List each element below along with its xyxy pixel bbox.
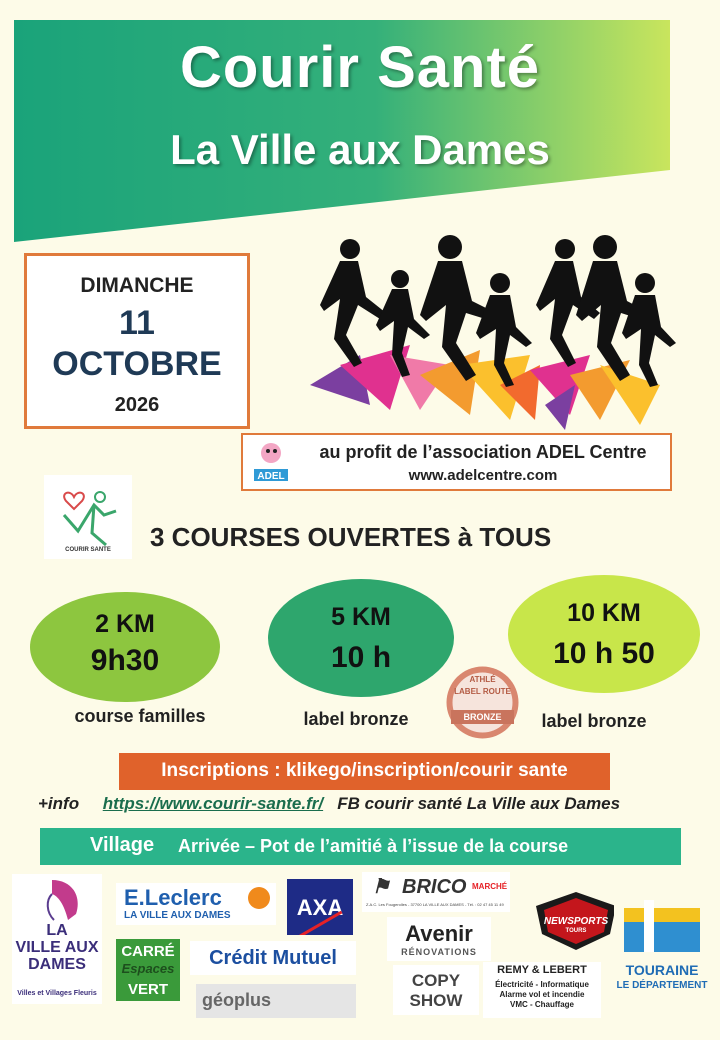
badge-top-text: ATHLÉ: [469, 675, 496, 684]
leclerc-sub: LA VILLE AUX DAMES: [124, 910, 231, 921]
info-prefix: +info: [38, 794, 80, 813]
date-weekday: DIMANCHE: [80, 274, 194, 297]
copy-line1: COPY: [411, 971, 461, 990]
remy-line2: Alarme vol et incendie: [499, 990, 585, 999]
beneficiary-box: [241, 433, 672, 491]
brico-sub: Z.A.C. Les Fougerolles - 37700 LA VILLE AUX DAMES - Tél. : 02 47 45 11 49: [366, 902, 504, 907]
brico-runner-icon: ⚑: [372, 876, 390, 898]
race-2km: [30, 592, 220, 702]
race-5km: [268, 579, 454, 697]
remy-line1: Électricité - Informatique: [495, 980, 589, 989]
sponsor-touraine: [614, 892, 710, 1002]
axa-name: AXA: [296, 895, 344, 920]
sponsor-remy-lebert: [483, 962, 601, 1018]
leclerc-name: E.Leclerc: [124, 885, 222, 910]
newsports-sub: TOURS: [565, 928, 587, 934]
sponsor-credit-mutuel: [190, 941, 356, 975]
date-month: OCTOBRE: [52, 345, 222, 383]
village-title: Village: [90, 834, 155, 856]
race-label: course familles: [74, 706, 206, 726]
carre-line3: VERT: [127, 981, 168, 998]
facebook-text: FB courir santé La Ville aux Dames: [337, 794, 621, 813]
copy-line2: SHOW: [409, 991, 463, 1010]
sponsor-copy-show: [393, 965, 479, 1015]
race-label: label bronze: [541, 711, 647, 731]
race-distance: 5 KM: [331, 603, 391, 631]
event-title: Courir Santé: [179, 35, 541, 100]
newsports-name: NEWSPORTS: [543, 916, 609, 927]
race-time: 9h30: [90, 644, 160, 677]
race-distance: 2 KM: [95, 610, 155, 638]
race-time: 10 h 50: [553, 637, 655, 670]
beneficiary-text: au profit de l’association ADEL Centre: [319, 442, 647, 462]
badge-middle-text: LABEL ROUTE: [454, 687, 511, 696]
village-banner: [40, 828, 681, 865]
sponsor-axa: [287, 879, 353, 935]
sponsor-brico-marche: [362, 872, 510, 912]
lvad-line4: Villes et Villages Fleuris: [17, 990, 97, 997]
sponsor-newsports: [530, 890, 622, 952]
touraine-line1: TOURAINE: [625, 962, 699, 978]
inscriptions-banner: [119, 753, 610, 790]
lvad-line3: DAMES: [28, 956, 86, 973]
svg-text:ADEL: ADEL: [257, 471, 285, 482]
inscriptions-text[interactable]: Inscriptions : klikego/inscription/courir sante: [161, 760, 568, 781]
beneficiary-url[interactable]: www.adelcentre.com: [408, 467, 558, 484]
runners-illustration: [300, 235, 680, 435]
sponsor-la-ville-aux-dames: [12, 874, 102, 1004]
info-line: [38, 794, 698, 814]
date-year: 2026: [114, 394, 160, 416]
geoplus-name: géoplus: [202, 990, 272, 1010]
brico-name: BRICO: [402, 876, 467, 898]
race-label: label bronze: [303, 709, 409, 729]
lvad-line1: LA: [46, 922, 68, 939]
label-bronze-badge: [445, 665, 520, 740]
village-text: Arrivée – Pot de l’amitié à l’issue de la course: [178, 836, 569, 856]
courir-sante-logo-text: COURIR SANTE: [65, 547, 111, 553]
sponsor-carre-vert: [116, 939, 180, 1001]
website-link[interactable]: https://www.courir-sante.fr/: [102, 794, 324, 813]
race-time: 10 h: [330, 641, 392, 674]
race-10km: [508, 575, 700, 693]
sponsor-geoplus: [196, 984, 356, 1018]
lvad-line2: VILLE AUX: [15, 939, 99, 956]
carre-line1: CARRÉ: [121, 943, 175, 960]
touraine-logo-icon: [614, 892, 710, 956]
date-day: 11: [119, 304, 155, 342]
leclerc-logo-icon: [248, 887, 270, 909]
credit-name: Crédit Mutuel: [209, 947, 337, 969]
avenir-sub: RÉNOVATIONS: [401, 947, 477, 957]
courir-sante-logo: [44, 475, 132, 559]
avenir-name: Avenir: [405, 921, 473, 946]
adel-logo-icon: [251, 439, 291, 487]
carre-line2: Espaces: [121, 961, 175, 976]
races-heading: 3 COURSES OUVERTES à TOUS: [150, 522, 552, 552]
remy-line3: VMC - Chauffage: [510, 1000, 574, 1009]
sponsor-avenir: [387, 917, 491, 961]
touraine-line2: LE DÉPARTEMENT: [616, 980, 708, 991]
brico-suffix: MARCHÉ: [472, 882, 508, 891]
sponsor-leclerc: [116, 883, 276, 925]
remy-name: REMY & LEBERT: [497, 964, 587, 976]
badge-bottom-text: BRONZE: [463, 712, 502, 722]
date-box: [24, 253, 250, 429]
woman-face-icon: [12, 874, 102, 924]
event-location: La Ville aux Dames: [170, 126, 550, 173]
race-distance: 10 KM: [567, 599, 641, 627]
